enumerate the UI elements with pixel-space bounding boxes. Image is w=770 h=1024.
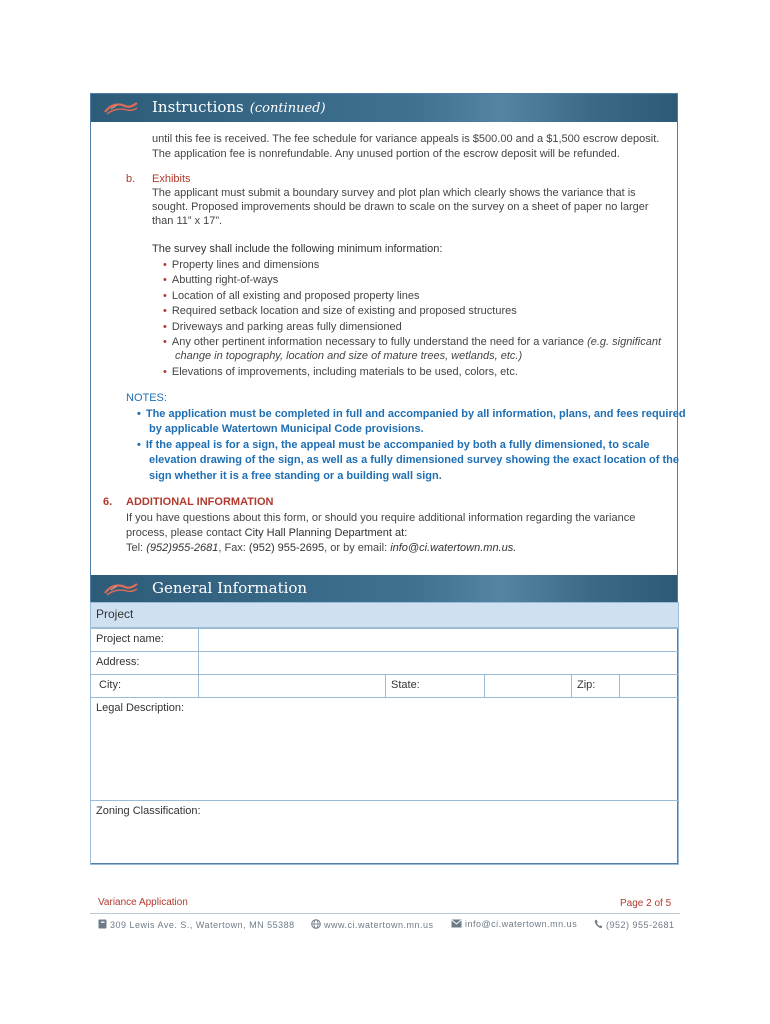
legal-description-field[interactable] [90, 697, 679, 801]
address-field[interactable] [198, 651, 679, 675]
list-item: • Abutting right-of-ways [163, 274, 279, 286]
survey-intro: The survey shall include the following minimum information: [152, 243, 443, 255]
fee-text-line1: until this fee is received. The fee schedule for variance appeals is $500.00 and a $1,500 escrow deposit. [152, 133, 660, 145]
additional-text-line1: If you have questions about this form, or should you require additional information regarding the variance [126, 512, 636, 524]
general-info-header [91, 575, 677, 603]
exhibits-heading: Exhibits [152, 173, 191, 185]
footer-website[interactable]: www.ci.watertown.mn.us [311, 919, 434, 930]
footer-phone[interactable]: (952) 955-2681 [594, 919, 675, 930]
project-name-field[interactable] [198, 628, 679, 652]
footer-divider [90, 913, 680, 914]
additional-text-line2: process, please contact City Hall Planning Department at: [126, 527, 408, 539]
instructions-title: Instructions (continued) [152, 98, 326, 116]
list-item: • Driveways and parking areas fully dimensioned [163, 321, 402, 333]
address-label: Address: [90, 651, 199, 675]
zoning-classification-label: Zoning Classification: [96, 805, 201, 817]
list-item: • Location of all existing and proposed property lines [163, 290, 420, 302]
city-logo-swoosh-icon [103, 100, 139, 116]
list-item: • Elevations of improvements, including materials to be used, colors, etc. [163, 366, 518, 378]
phone-icon [594, 919, 603, 929]
zoning-classification-field[interactable] [90, 800, 679, 865]
globe-icon [311, 919, 321, 929]
list-item: • Required setback location and size of existing and proposed structures [163, 305, 517, 317]
address-book-icon [98, 919, 107, 929]
exhibits-text-line1: The applicant must submit a boundary survey and plot plan which clearly shows the variance that is [152, 187, 636, 199]
instructions-header [91, 94, 677, 122]
state-field[interactable] [484, 674, 572, 698]
footer-doc-name: Variance Application [98, 897, 188, 908]
fee-text-line2: The application fee is nonrefundable. Any unused portion of the escrow deposit will be refunded. [152, 148, 620, 160]
list-item-continuation: change in topography, location and size of mature trees, wetlands, etc.) [175, 350, 523, 362]
footer-email[interactable]: info@ci.watertown.mn.us [451, 919, 577, 929]
zip-label: Zip: [571, 674, 620, 698]
exhibits-text-line2: sought. Proposed improvements should be drawn to scale on the survey on a sheet of paper no larger [152, 201, 649, 213]
contact-line: Tel: (952)955-2681, Fax: (952) 955-2695, or by email: info@ci.watertown.mn.us. [126, 542, 517, 554]
footer-address: 309 Lewis Ave. S., Watertown, MN 55388 [98, 919, 295, 930]
contact-email[interactable]: info@ci.watertown.mn.us. [390, 542, 517, 554]
zip-field[interactable] [619, 674, 679, 698]
list-item: • Any other pertinent information necessary to fully understand the need for a variance (e.g. significant [163, 336, 662, 348]
project-section-header: Project [90, 602, 679, 628]
footer-page-number: Page 2 of 5 [620, 898, 672, 909]
city-field[interactable] [198, 674, 386, 698]
note-2-line3: sign whether it is a free standing or a building wall sign. [149, 470, 442, 482]
notes-heading: NOTES: [126, 392, 167, 404]
project-name-label: Project name: [90, 628, 199, 652]
legal-description-label: Legal Description: [96, 702, 185, 714]
note-2-line1: • If the appeal is for a sign, the appeal must be accompanied by both a fully dimensioned, to scale [137, 439, 650, 451]
envelope-icon [451, 919, 462, 928]
city-label: City: [90, 674, 199, 698]
exhibits-marker: b. [126, 173, 136, 185]
additional-number: 6. [103, 496, 113, 508]
additional-heading: ADDITIONAL INFORMATION [126, 496, 274, 508]
note-2-line2: elevation drawing of the sign, as well as a fully dimensioned survey showing the exact location of the [149, 454, 679, 466]
city-logo-swoosh-icon [103, 581, 139, 597]
note-1-line2: by applicable Watertown Municipal Code provisions. [149, 423, 424, 435]
exhibits-text-line3: than 11” x 17”. [152, 215, 223, 227]
state-label: State: [385, 674, 485, 698]
general-info-title: General Information [152, 579, 308, 597]
note-1-line1: • The application must be completed in full and accompanied by all information, plans, and fees required [137, 408, 686, 420]
list-item: • Property lines and dimensions [163, 259, 320, 271]
contact-fax: (952) 955-2695 [248, 542, 325, 554]
contact-phone: (952)955-2681 [146, 542, 219, 554]
